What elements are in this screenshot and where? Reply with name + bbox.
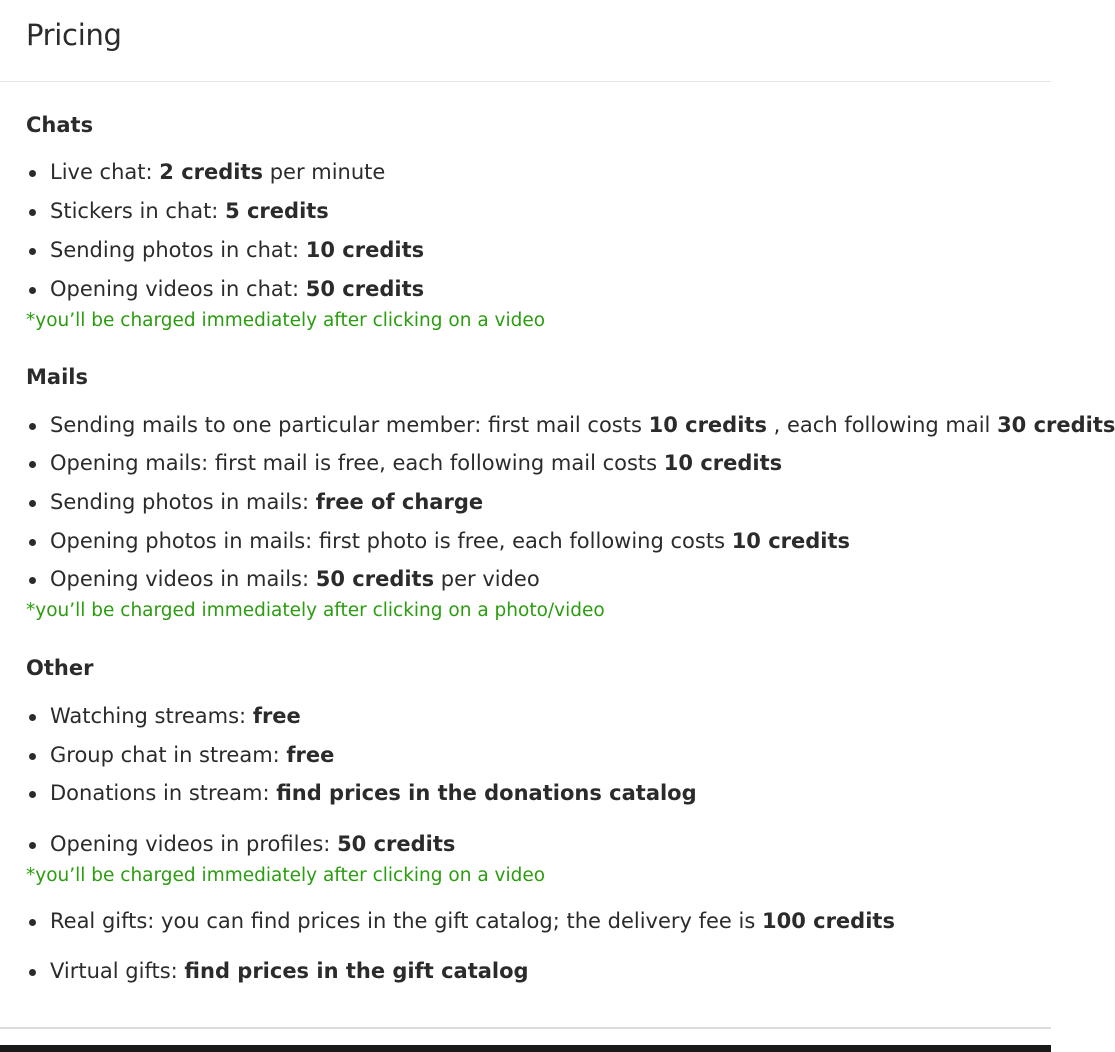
list-item: Sending photos in chat: 10 credits <box>26 238 1051 262</box>
page-title: Pricing <box>26 18 122 52</box>
list-item: Donations in stream: find prices in the donations catalog <box>26 781 1051 805</box>
mails-charge-note: *you’ll be charged immediately after clicking on a photo/video <box>26 600 605 621</box>
list-item: Opening videos in mails: 50 credits per video <box>26 567 1051 591</box>
list-item: Sending photos in mails: free of charge <box>26 490 1051 514</box>
section-title-mails: Mails <box>26 365 88 389</box>
section-title-other: Other <box>26 656 94 680</box>
profile-video-charge-note: *you’ll be charged immediately after clicking on a video <box>26 865 546 886</box>
list-item: Real gifts: you can find prices in the gift catalog; the delivery fee is 100 credits <box>26 909 1051 933</box>
chats-charge-note: *you’ll be charged immediately after clicking on a video <box>26 310 546 331</box>
section-title-chats: Chats <box>26 113 94 137</box>
page-header <box>0 0 1051 82</box>
list-item: Virtual gifts: find prices in the gift catalog <box>26 959 1051 983</box>
footer-bar <box>0 1045 1051 1052</box>
list-item: Watching streams: free <box>26 704 1051 728</box>
list-item: Group chat in stream: free <box>26 743 1051 767</box>
list-item: Sending mails to one particular member: first mail costs 10 credits , each following mail 30 credits <box>26 413 1051 437</box>
pricing-content <box>0 113 1115 983</box>
list-item: Opening mails: first mail is free, each following mail costs 10 credits <box>26 451 1051 475</box>
list-item: Stickers in chat: 5 credits <box>26 199 1051 223</box>
mails-list <box>26 413 1115 591</box>
list-item: Opening videos in chat: 50 credits <box>26 277 1051 301</box>
footer-divider <box>0 1027 1051 1029</box>
list-item: Live chat: 2 credits per minute <box>26 160 1051 184</box>
list-item: Opening photos in mails: first photo is free, each following costs 10 credits <box>26 529 1051 553</box>
chats-list <box>26 160 1051 301</box>
other-list <box>26 704 1051 856</box>
gifts-list <box>26 909 1051 983</box>
list-item: Opening videos in profiles: 50 credits <box>26 832 1051 856</box>
